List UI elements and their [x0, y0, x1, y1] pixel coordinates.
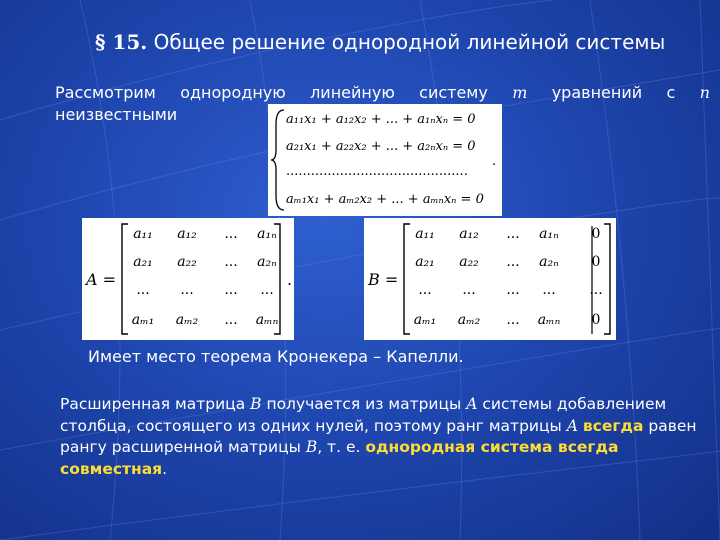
paragraph-text: .: [162, 459, 168, 478]
matrix-cell: ...: [180, 282, 194, 298]
matrix-cell: a₁₁: [415, 226, 435, 242]
system-row-1: a₁₁x₁ + a₁₂x₂ + ... + a₁ₙxₙ = 0: [286, 112, 476, 127]
matrix-b-label: B =: [368, 270, 399, 289]
matrix-cell: ...: [224, 226, 238, 242]
matrix-cell: aₘ₂: [175, 312, 199, 328]
intro-word: Рассмотрим: [55, 83, 156, 102]
matrix-cell: a₂ₙ: [257, 254, 277, 270]
matrix-cell: ...: [224, 282, 238, 298]
paragraph-text: получается из матрицы: [261, 395, 467, 413]
matrix-cell: a₁₂: [459, 226, 479, 242]
matrix-b-image: [364, 218, 616, 340]
matrix-cell: a₂₂: [177, 254, 197, 270]
matrix-cell: ...: [224, 312, 238, 328]
matrix-cell: ...: [136, 282, 150, 298]
matrix-cell: a₁ₙ: [539, 226, 559, 242]
matrix-cell: a₁₁: [133, 226, 153, 242]
system-tail: .: [492, 154, 497, 169]
paragraph-text: Расширенная матрица: [60, 395, 251, 413]
matrix-cell: a₂ₙ: [539, 254, 559, 270]
matrix-cell: ...: [260, 282, 274, 298]
var-a: A: [566, 416, 578, 435]
var-a: A: [466, 395, 478, 413]
page-title: [95, 30, 665, 54]
system-row-2: a₂₁x₁ + a₂₂x₂ + ... + a₂ₙxₙ = 0: [286, 139, 476, 154]
system-row-3: ............................................: [286, 164, 468, 179]
matrix-cell: aₘₙ: [255, 312, 279, 328]
matrix-a-label: A =: [86, 270, 117, 289]
matrix-extra-cell: 0: [591, 254, 601, 270]
var-b: B: [305, 438, 318, 456]
paragraph-text: системы добавлением столбца, состоящего из одних нулей, поэтому ранг матрицы: [60, 395, 667, 435]
matrix-cell: a₁₂: [177, 226, 197, 242]
matrix-cell: ...: [506, 312, 520, 328]
matrix-extra-cell: 0: [591, 226, 601, 242]
intro-word: с: [666, 83, 676, 102]
intro-word: линейную: [310, 83, 395, 102]
matrix-cell: ...: [506, 282, 520, 298]
equation-system-image: [268, 104, 502, 216]
system-row-4: aₘ₁x₁ + aₘ₂x₂ + ... + aₘₙxₙ = 0: [286, 192, 484, 207]
matrix-a-tail: .: [287, 270, 293, 289]
paragraph-text: , т. е.: [317, 438, 366, 456]
matrix-extra-cell: ...: [589, 282, 603, 298]
brace-icon: [268, 104, 288, 216]
matrix-cell: aₘ₂: [457, 312, 481, 328]
matrix-cell: ...: [418, 282, 432, 298]
matrix-cell: aₘ₁: [131, 312, 155, 328]
highlight-conclusion: однородная система всегда совместная: [60, 438, 619, 478]
matrix-cell: ...: [506, 226, 520, 242]
matrix-a-image: [82, 218, 294, 340]
paragraph-text: равен рангу расширенной матрицы: [60, 416, 697, 456]
intro-word: однородную: [180, 83, 286, 102]
highlight-always: всегда: [582, 416, 644, 435]
theorem-statement: Имеет место теорема Кронекера – Капелли.: [88, 347, 464, 366]
matrix-cell: a₂₂: [459, 254, 479, 270]
matrix-cell: aₘₙ: [537, 312, 561, 328]
intro-var-n: n: [699, 83, 710, 102]
intro-var-m: m: [512, 83, 528, 102]
matrix-cell: a₂₁: [133, 254, 153, 270]
matrix-cell: a₂₁: [415, 254, 435, 270]
matrix-cell: ...: [462, 282, 476, 298]
matrix-extra-cell: 0: [591, 312, 601, 328]
matrix-cell: ...: [224, 254, 238, 270]
matrix-cell: ...: [542, 282, 556, 298]
title-text: Общее решение однородной линейной системы: [153, 30, 666, 54]
matrix-cell: a₁ₙ: [257, 226, 277, 242]
conclusion-paragraph: [60, 394, 720, 480]
intro-line-2: неизвестными: [55, 105, 178, 124]
intro-word: уравнений: [551, 83, 643, 102]
var-b: B: [250, 395, 262, 413]
intro-line-1: [55, 82, 710, 104]
section-number: § 15.: [95, 30, 148, 54]
intro-word: систему: [419, 83, 488, 102]
matrix-cell: aₘ₁: [413, 312, 437, 328]
matrix-cell: ...: [506, 254, 520, 270]
